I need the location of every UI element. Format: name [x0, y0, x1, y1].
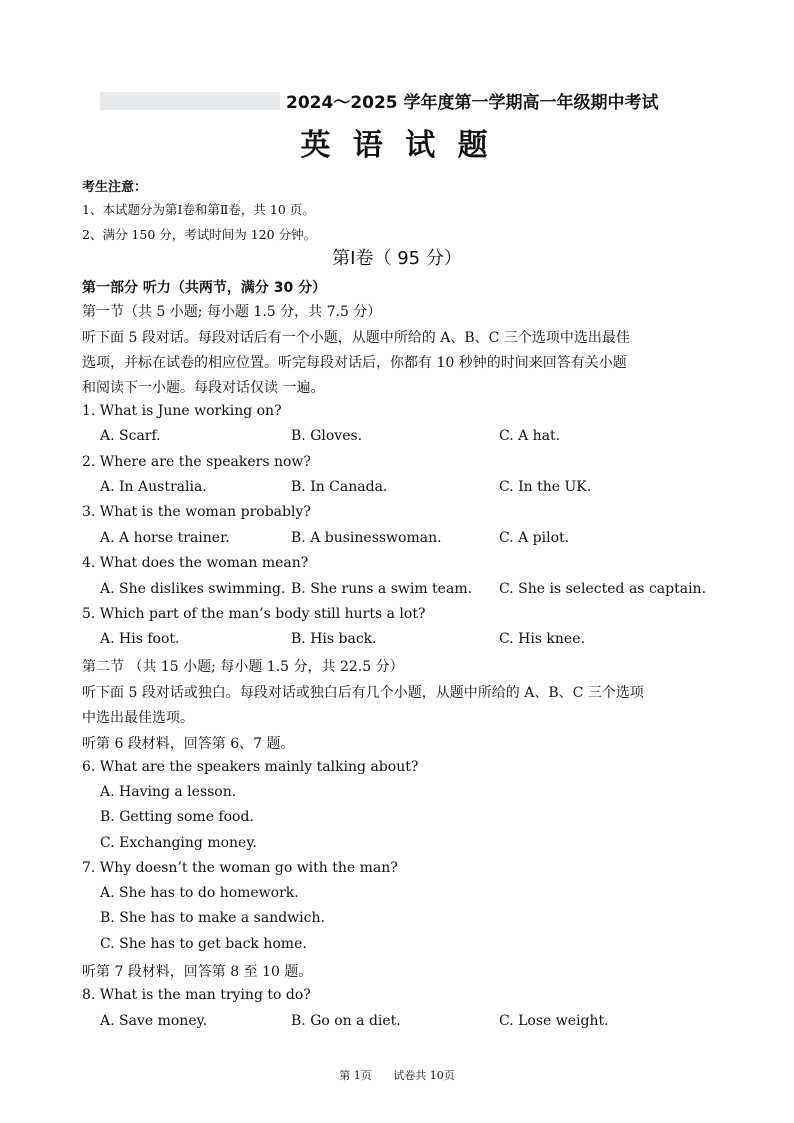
- page-footer: [0, 1067, 794, 1083]
- note-item: 2、满分 150 分，考试时间为 120 分钟。: [82, 227, 317, 242]
- option-c: C. A hat.: [499, 428, 561, 444]
- instruction-line: 听下面 5 段对话。每段对话后有一个小题，从题中所给的 A、B、C 三个选项中选出最佳: [82, 330, 630, 346]
- question-text: 7. Why doesn’t the woman go with the man?: [82, 860, 398, 876]
- option-b: B. A businesswoman.: [291, 530, 442, 546]
- option-c: C. Exchanging money.: [100, 835, 257, 851]
- option-b: B. His back.: [291, 631, 377, 647]
- instruction-line: 听下面 5 段对话或独白。每段对话或独白后有几个小题，从题中所给的 A、B、C 三个选项: [82, 685, 644, 701]
- option-a: A. She has to do homework.: [100, 885, 299, 901]
- question-text: 3. What is the woman probably?: [82, 504, 311, 520]
- note-item: 1、本试题分为第Ⅰ卷和第Ⅱ卷，共 10 页。: [82, 202, 315, 217]
- option-b: B. Getting some food.: [100, 809, 254, 825]
- option-a: A. Having a lesson.: [100, 784, 237, 800]
- page-total: 试卷共 10页: [393, 1069, 455, 1082]
- option-a: A. A horse trainer.: [100, 530, 230, 546]
- material-note: 听第 6 段材料，回答第 6、7 题。: [82, 736, 295, 752]
- option-b: B. Go on a diet.: [291, 1013, 401, 1029]
- exam-header: 2024～2025 学年度第一学期高一年级期中考试: [286, 93, 659, 113]
- option-a: A. Scarf.: [100, 428, 161, 444]
- instruction-line: 选项，并标在试卷的相应位置。听完每段对话后，你都有 10 秒钟的时间来回答有关小题: [82, 355, 627, 371]
- option-a: A. Save money.: [100, 1013, 208, 1029]
- material-note: 听第 7 段材料，回答第 8 至 10 题。: [82, 964, 313, 980]
- option-a: A. His foot.: [100, 631, 180, 647]
- option-a: A. She dislikes swimming.: [100, 581, 286, 597]
- option-b: B. She runs a swim team.: [291, 581, 473, 597]
- section-title: 第二节 （共 15 小题; 每小题 1.5 分，共 22.5 分）: [82, 659, 404, 675]
- instruction-line: 中选出最佳选项。: [82, 710, 194, 726]
- page-number: 第 1页: [339, 1069, 372, 1082]
- instruction-line: 和阅读下一小题。每段对话仅读 一遍。: [82, 380, 325, 396]
- question-text: 4. What does the woman mean?: [82, 555, 309, 571]
- redacted-school-name: [100, 92, 280, 110]
- option-c: C. She has to get back home.: [100, 936, 307, 952]
- question-text: 2. Where are the speakers now?: [82, 454, 311, 470]
- section-title: 第一节（共 5 小题; 每小题 1.5 分，共 7.5 分）: [82, 304, 382, 320]
- notes-heading: 考生注意：: [82, 180, 148, 195]
- option-c: C. His knee.: [499, 631, 585, 647]
- volume-heading: 第Ⅰ卷（ 95 分）: [332, 248, 462, 269]
- question-text: 6. What are the speakers mainly talking about?: [82, 759, 419, 775]
- option-b: B. She has to make a sandwich.: [100, 910, 325, 926]
- question-text: 1. What is June working on?: [82, 403, 282, 419]
- question-text: 5. Which part of the man’s body still hurts a lot?: [82, 606, 426, 622]
- question-text: 8. What is the man trying to do?: [82, 987, 311, 1003]
- option-c: C. In the UK.: [499, 479, 592, 495]
- subject-title: 英 语 试 题: [300, 128, 494, 163]
- option-c: C. A pilot.: [499, 530, 570, 546]
- part-title: 第一部分 听力（共两节，满分 30 分）: [82, 280, 327, 296]
- option-c: C. Lose weight.: [499, 1013, 609, 1029]
- option-b: B. In Canada.: [291, 479, 388, 495]
- option-a: A. In Australia.: [100, 479, 207, 495]
- option-b: B. Gloves.: [291, 428, 363, 444]
- option-c: C. She is selected as captain.: [499, 581, 707, 597]
